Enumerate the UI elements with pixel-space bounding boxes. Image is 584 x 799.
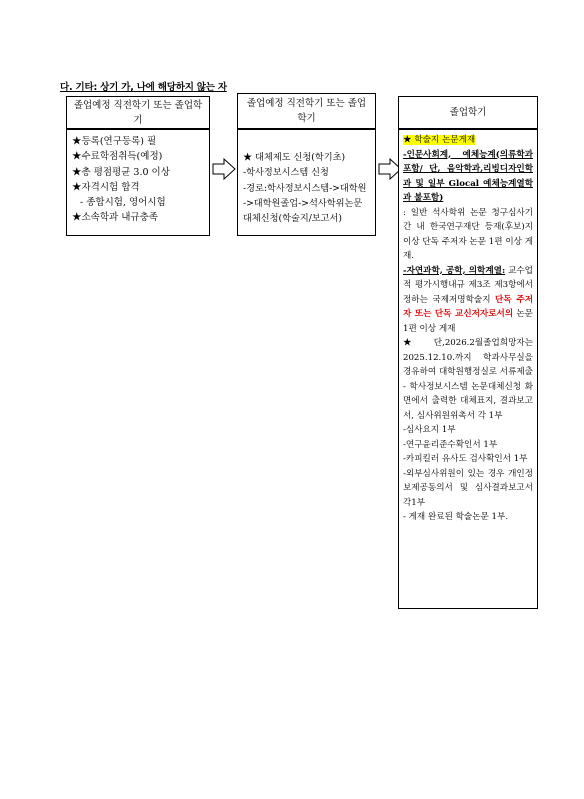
col3-section2-text-a: 교수업적 평가시행내규 제3조 제3항에서 정하는 국제저명학술지 <box>403 265 533 305</box>
col1-item: ★수료학점취득(예정) <box>72 151 163 163</box>
highlight-title: ★ 학술지 논문게재 <box>403 135 476 145</box>
col2-item: ->대학원졸업->석사학위논문 <box>243 197 363 209</box>
col3-doc-item: -외부심사위원이 있는 경우 개인정보제공동의서 및 심사결과보고서 각1부 <box>403 468 533 508</box>
col2-body <box>237 129 376 236</box>
col3-header <box>398 96 538 129</box>
col3-section2 <box>403 264 533 337</box>
col1-header <box>66 96 210 129</box>
col2-header <box>237 93 376 129</box>
col2-item: 대체신청(학술지/보고서) <box>243 213 343 225</box>
col3-body <box>398 129 538 609</box>
col3-doc-item: -심사요지 1부 <box>403 425 456 435</box>
col3-deadline: ★단,2026.2월졸업희망자는 2025.12.10.까지 학과사무실을 경유하여 대학원행정실로 서류제출 <box>403 338 533 377</box>
col2-item: -학사정보시스템 신청 <box>243 167 329 179</box>
col3-header-text: 졸업학기 <box>449 107 487 118</box>
col3-doc-item: - 게재 완료된 학술논문 1부. <box>403 512 509 522</box>
col3-section2-text-b: 논문 1편 이상 게재 <box>403 309 533 334</box>
col1-header-text: 졸업예정 직전학기 또는 졸업학기 <box>73 99 203 126</box>
col3-section2-title: -자연과학, 공학, 의학계열: <box>403 265 506 276</box>
col3-doc-item: -연구윤리준수확인서 1부 <box>403 439 498 450</box>
section-heading: 다. 기타: 상기 가, 나에 해당하지 않는 자 <box>60 82 227 93</box>
col3-star-title <box>403 133 533 148</box>
col3-doc-item: -카피킬러 유사도 검사확인서 1부 <box>403 454 528 464</box>
col3-section2-red: 단독 주저자 또는 단독 교신저자로서의 <box>403 294 534 319</box>
col3-section1-title: -인문사회계, 예체능계(의류학과 포함/ 단, 음악학과,리빙디자인학과 및 일부 Glocal 예체능계열학과 불포함) <box>403 149 533 203</box>
col2-item: ★ 대체제도 신청(학기초) <box>243 152 346 163</box>
col1-item: ★등록(연구등록) 필 <box>72 136 157 147</box>
col1-item: ★소속학과 내규충족 <box>72 212 158 224</box>
col3-section1-body: : 일반 석사학위 논문 청구심사기간 내 한국연구재단 등재(후보)지 이상 단독 주저자 논문 1편 이상 게재. <box>403 207 533 261</box>
col2-header-text: 졸업예정 직전학기 또는 졸업학기 <box>246 98 367 124</box>
col2-item: -경로:학사정보시스템->대학원 <box>243 182 367 194</box>
col3-doc-item: - 학사정보시스템 논문대체신청 화면에서 출력한 대체표지, 결과보고서, 심사위원위촉서 각 1부 <box>403 381 533 421</box>
col1-item: - 종합시험, 영어시험 <box>80 197 166 209</box>
right-arrow-icon <box>212 158 236 180</box>
col1-item: ★자격시험 합격 <box>72 181 140 193</box>
col1-body <box>66 129 210 236</box>
col1-item: ★총 평점평균 3.0 이상 <box>72 166 170 178</box>
